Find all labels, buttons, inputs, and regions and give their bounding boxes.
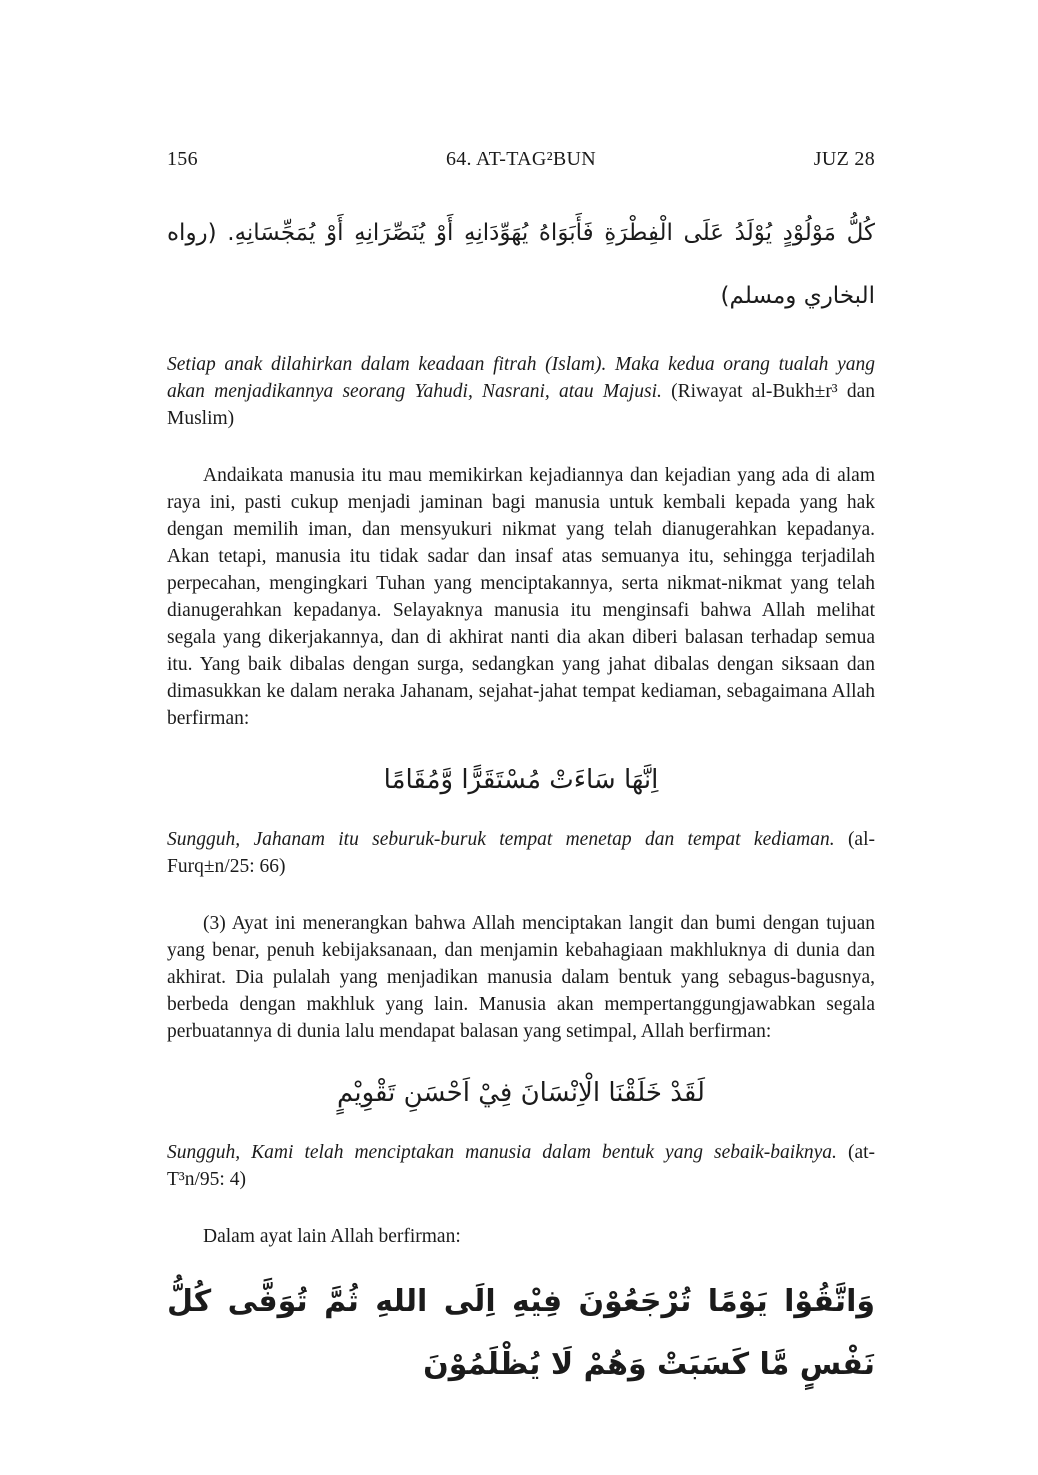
verse-arabic-at-tin: لَقَدْ خَلَقْنَا الْاِنْسَانَ فِيْ اَحْسَنِ تَقْوِيْمٍ	[337, 1077, 705, 1108]
verse-translation-jahanam-italic: Sungguh, Jahanam itu seburuk-buruk tempat menetap dan tempat kediaman.	[167, 828, 835, 850]
verse-translation-at-tin	[167, 1139, 875, 1193]
hadith-arabic-text: كُلُّ مَوْلُوْدٍ يُوْلَدُ عَلَى الْفِطْرَةِ فَأَبَوَاهُ يُهَوِّدَانِهِ أَوْ يُنَصِّرَانِهِ أَوْ يُمَجِّسَانِهِ. (رواه البخاري ومسلم)	[167, 220, 875, 310]
hadith-citation: (Riwayat al-Bukh±r³ dan Muslim)	[167, 380, 876, 429]
page-number: 156	[167, 148, 198, 170]
verse-translation-jahanam	[167, 826, 875, 880]
verse-citation-al-furqan: (al-Furq±n/25: 66)	[167, 828, 875, 877]
page-header	[167, 146, 875, 172]
commentary-paragraph-2: (3) Ayat ini menerangkan bahwa Allah menciptakan langit dan bumi dengan tujuan yang benar, penuh kebijaksanaan, dan menjamin kebahagiaan makhluknya di dunia dan akhirat. Dia pulalah yang menjadikan manusia dalam bentuk yang sebagus-bagusnya, berbeda dengan makhluk yang lain. Manusia akan mempertanggungjawabkan segala perbuatannya di dunia lalu mendapat balasan yang setimpal, Allah berfirman:	[167, 912, 875, 1042]
verse-arabic-al-baqarah: وَاتَّقُوْا يَوْمًا تُرْجَعُوْنَ فِيْهِ اِلَى اللهِ ثُمَّ تُوَفَّى كُلُّ نَفْسٍ مَّا كَسَبَتْ وَهُمْ لَا يُظْلَمُوْنَ	[167, 1283, 875, 1382]
hadith-translation	[167, 351, 875, 432]
lead-in-text: Dalam ayat lain Allah berfirman:	[203, 1225, 461, 1247]
juz-label: JUZ 28	[813, 148, 875, 170]
verse-arabic-jahanam: اِنَّهَا سَاءَتْ مُسْتَقَرًّا وَّمُقَامًا	[383, 764, 659, 795]
verse-citation-at-tin: (at-T³n/95: 4)	[167, 1141, 876, 1190]
hadith-translation-italic: Setiap anak dilahirkan dalam keadaan fitrah (Islam). Maka kedua orang tualah yang akan menjadikannya seorang Yahudi, Nasrani, atau Majusi.	[167, 353, 875, 402]
verse-translation-at-tin-italic: Sungguh, Kami telah menciptakan manusia dalam bentuk yang sebaik-baiknya.	[167, 1141, 837, 1163]
surah-title: 64. AT-TAG²BUN	[445, 148, 597, 170]
commentary-paragraph-1: Andaikata manusia itu mau memikirkan kejadiannya dan kejadian yang ada di alam raya ini, pasti cukup menjadi jaminan bagi manusia untuk kembali kepada yang hak dengan memilih iman, dan mensyukuri nikmat yang telah dianugerahkan kepadanya. Akan tetapi, manusia itu tidak sadar dan insaf atas semuanya itu, sehingga terjadilah perpecahan, mengingkari Tuhan yang menciptakannya, serta nikmat-nikmat yang telah dianugerahkan kepadanya. Selayaknya manusia itu menginsafi bahwa Allah melihat segala yang dikerjakannya, dan di akhirat nanti dia akan diberi balasan terhadap semua itu. Yang baik dibalas dengan surga, sedangkan yang jahat dibalas dengan siksaan dan dimasukkan ke dalam neraka Jahanam, sejahat-jahat tempat kediaman, sebagaimana Allah berfirman:	[167, 464, 875, 729]
